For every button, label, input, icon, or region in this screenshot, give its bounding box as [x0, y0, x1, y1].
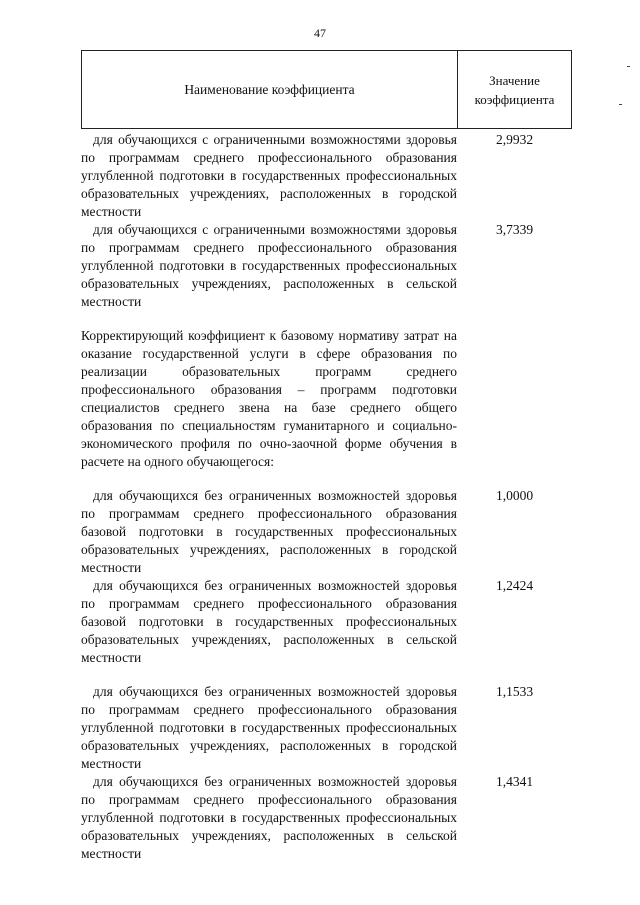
value-header-line2: коэффициента — [474, 91, 555, 107]
table-row — [81, 221, 572, 311]
coefficient-value-header — [458, 51, 571, 128]
margin-mark — [619, 104, 622, 105]
table-row-section-heading — [81, 327, 572, 471]
row-value: 1,2424 — [495, 578, 534, 593]
table-row — [81, 577, 572, 667]
row-value: 1,0000 — [495, 488, 534, 503]
table-header — [81, 50, 572, 129]
coefficient-name-header: Наименование коэффициента — [82, 51, 458, 128]
margin-mark — [627, 66, 630, 67]
row-value — [457, 327, 572, 471]
value-header-line1: Значение — [489, 72, 540, 88]
table-row — [81, 683, 572, 773]
table-row — [81, 773, 572, 863]
row-description: для обучающихся без ограниченных возможностей здоровья по программам среднего профессионального образования базовой подготовки в государственных профессиональных образовательных учреждениях, расположенных в сельской местности — [81, 578, 457, 665]
row-description: для обучающихся с ограниченными возможностями здоровья по программам среднего профессионального образования углубленной подготовки в государственных профессиональных образовательных учреждениях, расположенных в городской местности — [81, 132, 457, 219]
row-value: 3,7339 — [495, 222, 534, 237]
row-description: для обучающихся без ограниченных возможностей здоровья по программам среднего профессионального образования углубленной подготовки в государственных профессиональных образовательных учреждениях, расположенных в городской местности — [81, 684, 457, 771]
table-row — [81, 131, 572, 221]
row-value: 1,4341 — [495, 774, 534, 789]
row-description: для обучающихся без ограниченных возможностей здоровья по программам среднего профессионального образования базовой подготовки в государственных профессиональных образовательных учреждениях, расположенных в городской местности — [81, 488, 457, 575]
table-row — [81, 487, 572, 577]
section-heading-text: Корректирующий коэффициент к базовому нормативу затрат на оказание государственной услуги в сфере образования по реализации образовательных программ среднего профессионального образования – программ подготовки специалистов среднего звена на базе среднего общего образования по специальностям гуманитарного и социально-экономического профиля по очно-заочной форме обучения в расчете на одного обучающегося: — [81, 328, 457, 469]
page-number: 47 — [314, 26, 326, 40]
row-description: для обучающихся с ограниченными возможностями здоровья по программам среднего профессионального образования углубленной подготовки в государственных профессиональных образовательных учреждениях, расположенных в сельской местности — [81, 222, 457, 309]
row-value: 2,9932 — [495, 132, 534, 147]
row-description: для обучающихся без ограниченных возможностей здоровья по программам среднего профессионального образования углубленной подготовки в государственных профессиональных образовательных учреждениях, расположенных в сельской местности — [81, 774, 457, 861]
coefficient-table — [81, 131, 572, 863]
row-value: 1,1533 — [495, 684, 534, 699]
